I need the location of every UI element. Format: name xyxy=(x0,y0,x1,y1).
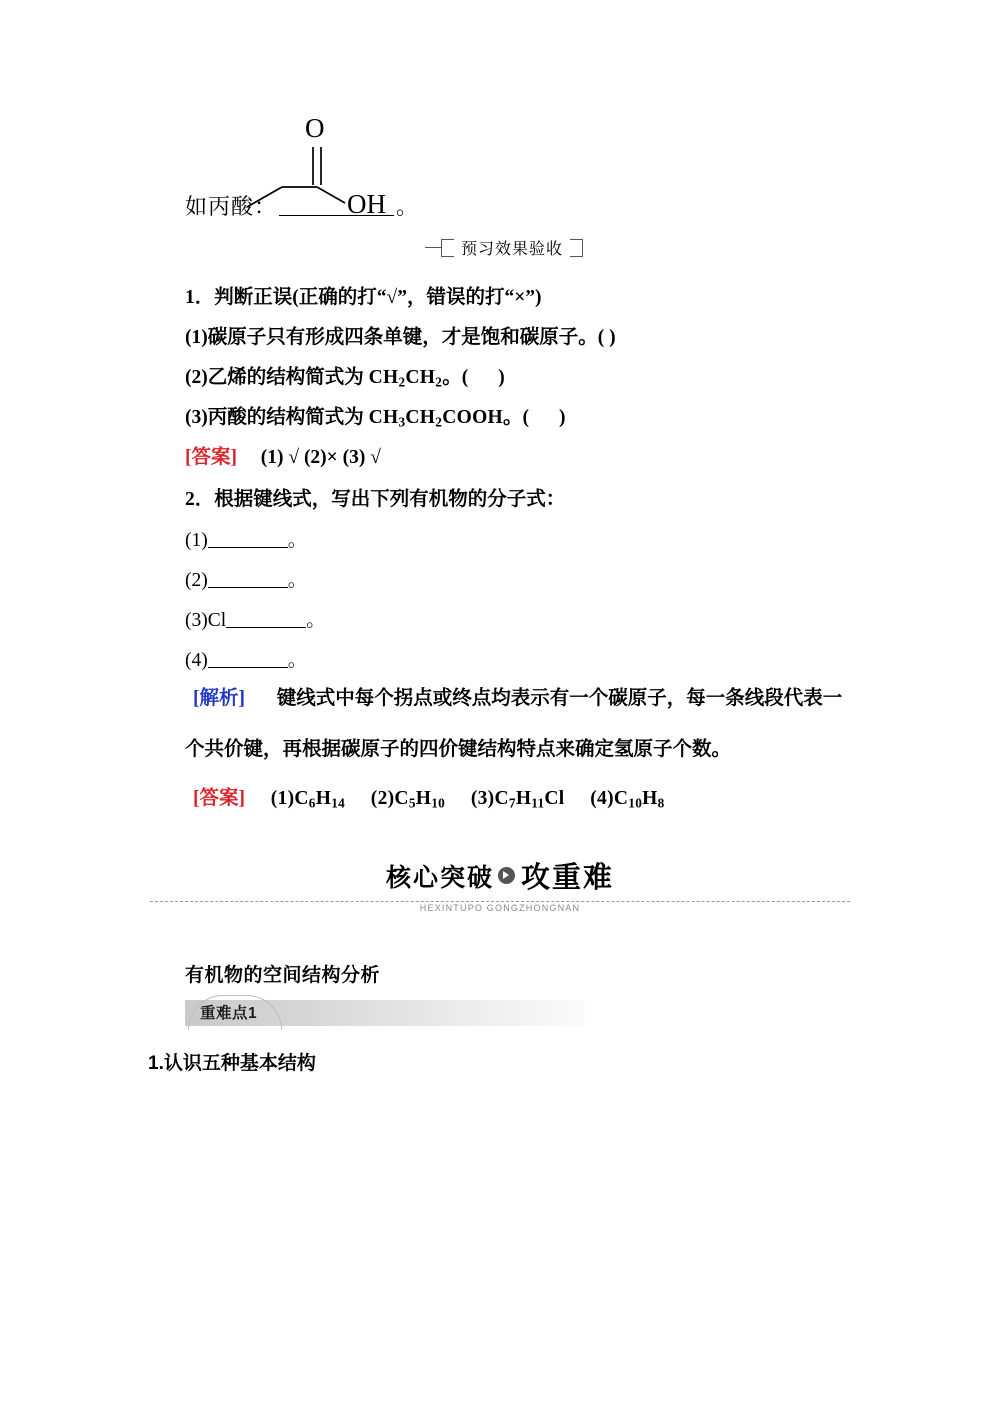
q2-answer-tag: [答案] xyxy=(193,788,245,809)
q1-item-3: (3)丙酸的结构简式为 $CH_3CH_2COOH$。( ) xyxy=(185,407,566,430)
difficulty-badge: 重难点1 xyxy=(200,1005,258,1022)
header-dash-left xyxy=(425,247,441,248)
q1-item-1 xyxy=(185,325,616,351)
q2-analysis-line1 xyxy=(193,686,842,712)
q1-stem: 1．判断正误(正确的打“√”，错误的打“×”) xyxy=(185,287,542,308)
analysis-text-1: 键线式中每个拐点或终点均表示有一个碳原子，每一条线段代表一 xyxy=(276,688,843,709)
atom-label-o: O xyxy=(305,113,325,143)
topic-title: 有机物的空间结构分析 xyxy=(185,965,381,986)
banner-pinyin: HEXINTUPO GONGZHONGNAN xyxy=(412,903,588,913)
structure-caption xyxy=(185,190,419,221)
structure-caption-suffix: 。 xyxy=(396,194,420,219)
q1-answer-tag: [答案] xyxy=(185,447,237,468)
header-bracket-left-icon xyxy=(441,239,454,257)
q2-blank-1[interactable] xyxy=(208,529,288,548)
section-header xyxy=(425,236,583,259)
q2-blank-4[interactable] xyxy=(208,649,288,668)
q2-stem: 2．根据键线式，写出下列有机物的分子式： xyxy=(185,489,566,510)
banner-title-part2: 攻重难 xyxy=(521,862,615,894)
atom-label-oh: OH xyxy=(347,189,386,219)
fill-blank-underline[interactable] xyxy=(279,195,394,216)
play-arrow-icon xyxy=(498,867,515,884)
q2-item-4: (4) 。 xyxy=(185,650,308,671)
q2-item-3: (3)Cl 。 xyxy=(185,610,326,631)
banner-title xyxy=(386,855,614,896)
q1-item-2: (2)乙烯的结构简式为 $CH_2CH_2$。( ) xyxy=(185,367,505,390)
q1-item-1-text: (1)碳原子只有形成四条单键，才是饱和碳原子。( ) xyxy=(185,327,616,348)
q1-answer-text: (1) √ (2)× (3) √ xyxy=(260,447,381,468)
topic-subtitle: 1.认识五种基本结构 xyxy=(148,1053,316,1074)
section-banner xyxy=(0,855,1000,925)
q2-item-1: (1) 。 xyxy=(185,530,308,551)
analysis-tag: [解析] xyxy=(193,688,245,709)
section-header-label: 预习效果验收 xyxy=(461,241,564,258)
banner-title-part1: 核心突破 xyxy=(385,864,494,892)
q2-blank-3[interactable] xyxy=(226,609,306,628)
header-bracket-right-icon xyxy=(570,239,583,257)
q1-answer xyxy=(185,445,381,471)
q2-analysis-line2: 个共价键，再根据碳原子的四价键结构特点来确定氢原子个数。 xyxy=(185,739,732,760)
q2-answer: [答案] $(1)C_6H_{14}$ $(2)C_5H_{10}$ $(3)C_7H_{11}Cl$ $(4)C_{10}H_8$ xyxy=(193,788,665,811)
banner-divider xyxy=(150,901,850,902)
structure-caption-prefix: 如丙酸： xyxy=(185,194,278,219)
q2-blank-2[interactable] xyxy=(208,569,288,588)
q2-item-2: (2) 。 xyxy=(185,570,308,591)
